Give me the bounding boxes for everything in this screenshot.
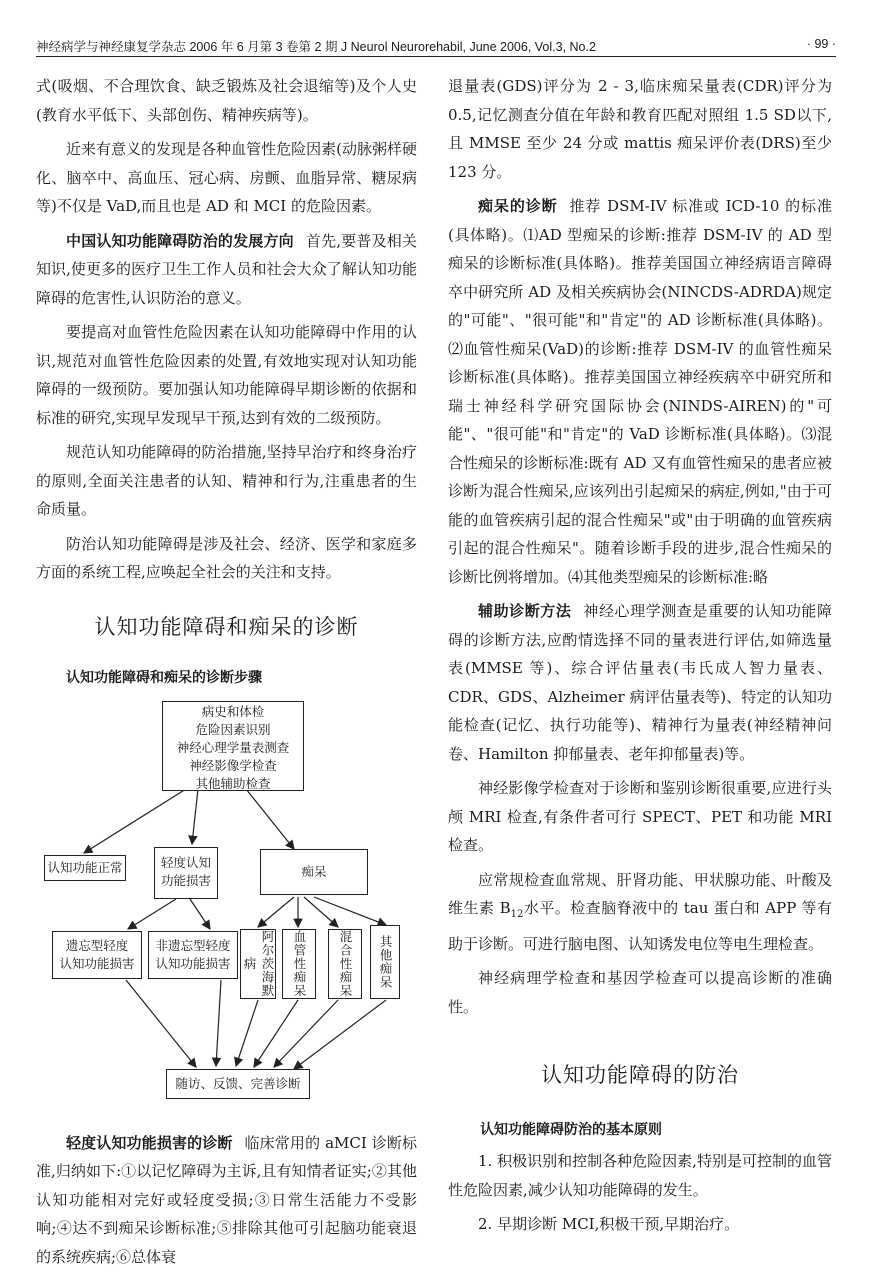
history-exam-box [162, 701, 304, 791]
paragraph-text: 临床常用的 aMCI 诊断标准,归纳如下:①以记忆障碍为主诉,且有知情者证实;②其他认知功能相对完好或轻度受损;③日常生活能力不受影响;④达不到痴呆诊断标准;⑤排除其他可引起脑功能衰退的系统疾病;⑥总体衰 [36, 1133, 417, 1266]
mixed-dementia-box [328, 929, 362, 999]
paragraph: 神经影像学检查对于诊断和鉴别诊断很重要,应进行头颅 MRI 检查,有条件者可行 SPECT、PET 和功能 MRI 检查。 [448, 779, 832, 854]
paragraph: 近来有意义的发现是各种血管性危险因素(动脉粥样硬化、脑卒中、高血压、冠心病、房颤、血脂异常、糖尿病等)不仅是 VaD,而且也是 AD 和 MCI 的危险因素。 [36, 140, 417, 215]
amnestic-mci-box [52, 931, 142, 979]
box-line: 遗忘型轻度 [65, 937, 129, 953]
other-dementia-box [370, 925, 400, 999]
paragraph [448, 866, 832, 959]
box-line: 其他辅助检查 [195, 775, 271, 791]
box-label: 阿尔茨海默病 [242, 929, 275, 998]
paragraph: 规范认知功能障碍的防治措施,坚持早治疗和终身治疗的原则,全面关注患者的认知、精神和行为,注重患者的生命质量。 [36, 443, 417, 518]
box-line: 非遗忘型轻度 [155, 937, 231, 953]
paragraph-text: 神经心理学测查是重要的认知功能障碍的诊断方法,应酌情选择不同的量表进行评估,如筛选量表(MMSE 等)、综合评估量表(韦氏成人智力量表、CDR、GDS、Alzheimer 病评估量表等)、特定的认知功能检查(记忆、执行功能等)、精神行为量表(神经精神问卷、Hamilton 抑郁量表、老年抑郁量表)等。 [448, 602, 832, 763]
box-label: 血管性痴呆 [292, 929, 307, 998]
list-item: 1. 积极识别和控制各种危险因素,特别是可控制的血管性危险因素,减少认知功能障碍的发生。 [448, 1152, 832, 1199]
run-in-heading: 轻度认知功能损害的诊断 [66, 1133, 233, 1152]
paragraph: 防治认知功能障碍是涉及社会、经济、医学和家庭多方面的系统工程,应唤起全社会的关注和支持。 [36, 534, 417, 581]
non-amnestic-mci-box [148, 931, 238, 979]
box-line: 功能损害 [160, 872, 211, 888]
paragraph [448, 192, 832, 591]
paragraph [36, 227, 417, 313]
subscript: 12 [510, 909, 524, 920]
paragraph-text: 水平。检查脑脊液中的 tau 蛋白和 APP 等有助于诊断。可进行脑电图、认知诱发电位等电生理检查。 [448, 899, 832, 953]
section-title: 认知功能障碍和痴呆的诊断 [94, 614, 359, 639]
paragraph [448, 597, 832, 768]
run-in-heading: 痴呆的诊断 [478, 197, 558, 215]
box-label: 混合性痴呆 [338, 929, 353, 998]
paragraph: 要提高对血管性危险因素在认知功能障碍中作用的认识,规范对血管性危险因素的处置,有效地实现对认知功能障碍的一级预防。要加强认知功能障碍早期诊断的依据和标准的研究,实现早发现早干预,达到有效的二级预防。 [36, 323, 417, 427]
box-line: 神经影像学检查 [189, 757, 277, 773]
paragraph: 退量表(GDS)评分为 2 - 3,临床痴呆量表(CDR)评分为 0.5,记忆测查分值在年龄和教育匹配对照组 1.5 SD以下,且 MMSE 至少 24 分或 mattis 痴呆评价表(DRS)至少 123 分。 [448, 77, 832, 181]
list-item: 2. 早期诊断 MCI,积极干预,早期治疗。 [478, 1215, 740, 1233]
paragraph-text: 推荐 DSM-IV 标准或 ICD-10 的标准(具体略)。⑴AD 型痴呆的诊断:推荐 DSM-IV 的 AD 型痴呆的诊断标准(具体略)。推荐美国国立神经病语言障碍卒中研究所 AD 及相关疾病协会(NINCDS-ADRDA)规定的"可能"、"很可能"和"肯定"的 AD 诊断标准(具体略)。⑵血管性痴呆(VaD)的诊断:推荐 DSM-IV 的血管性痴呆诊断标准(具体略)。推荐美国国立神经疾病卒中研究所和瑞士神经科学研究国际协会(NINDS-AIREN)的"可能"、"很可能"和"肯定"的 VaD 诊断标准(具体略)。⑶混合性痴呆的诊断标准:既有 AD 又有血管性痴呆的患者应被诊断为混合性痴呆,应该列出引起痴呆的病症,例如,"由于可能的血管疾病引起的混合性痴呆"或"由于明确的血管疾病引起的混合性痴呆"。随着诊断手段的进步,混合性痴呆的诊断比例将增加。⑷其他类型痴呆的诊断标准:略 [448, 197, 832, 586]
mci-box [154, 847, 218, 899]
diagnosis-flowchart [36, 697, 417, 1127]
subsection-title: 认知功能障碍防治的基本原则 [480, 1122, 662, 1138]
left-column [36, 72, 417, 1277]
right-column [448, 72, 832, 1245]
normal-cognition-box: 认知功能正常 [44, 855, 126, 881]
run-in-heading: 中国认知功能障碍防治的发展方向 [66, 231, 294, 250]
paragraph: 神经病理学检查和基因学检查可以提高诊断的准确性。 [448, 969, 832, 1016]
box-line: 认知功能损害 [155, 955, 231, 971]
vascular-dementia-box [282, 929, 316, 999]
running-header [36, 32, 836, 57]
paragraph-text: 应常规检查血常规、肝肾功能、甲状腺功能、叶酸及维生素 B [448, 870, 832, 917]
box-line: 危险因素识别 [195, 721, 271, 737]
box-line: 神经心理学量表测查 [176, 739, 290, 755]
alzheimer-box [240, 929, 276, 999]
paragraph [36, 1129, 417, 1272]
box-line: 认知功能损害 [59, 955, 135, 971]
paragraph: 式(吸烟、不合理饮食、缺乏锻炼及社会退缩等)及个人史(教育水平低下、头部创伤、精神疾病等)。 [36, 77, 417, 124]
journal-citation: 神经病学与神经康复学杂志 2006 年 6 月第 3 卷第 2 期 J Neurol Neurorehabil, June 2006, Vol.3, No.2 [36, 40, 596, 54]
follow-up-box: 随访、反馈、完善诊断 [166, 1069, 310, 1099]
run-in-heading: 辅助诊断方法 [478, 602, 572, 620]
page-number: · 99 · [806, 37, 836, 51]
section-title: 认知功能障碍的防治 [541, 1063, 739, 1087]
subsection-title: 认知功能障碍和痴呆的诊断步骤 [66, 669, 262, 686]
dementia-box: 痴呆 [260, 849, 368, 895]
box-line: 病史和体检 [201, 703, 265, 719]
box-label: 其他痴呆 [378, 934, 393, 989]
box-line: 轻度认知 [160, 854, 211, 870]
paragraph-text: 首先,要普及相关知识,使更多的医疗卫生工作人员和社会大众了解认知功能障碍的危害性,认识防治的意义。 [36, 231, 417, 307]
